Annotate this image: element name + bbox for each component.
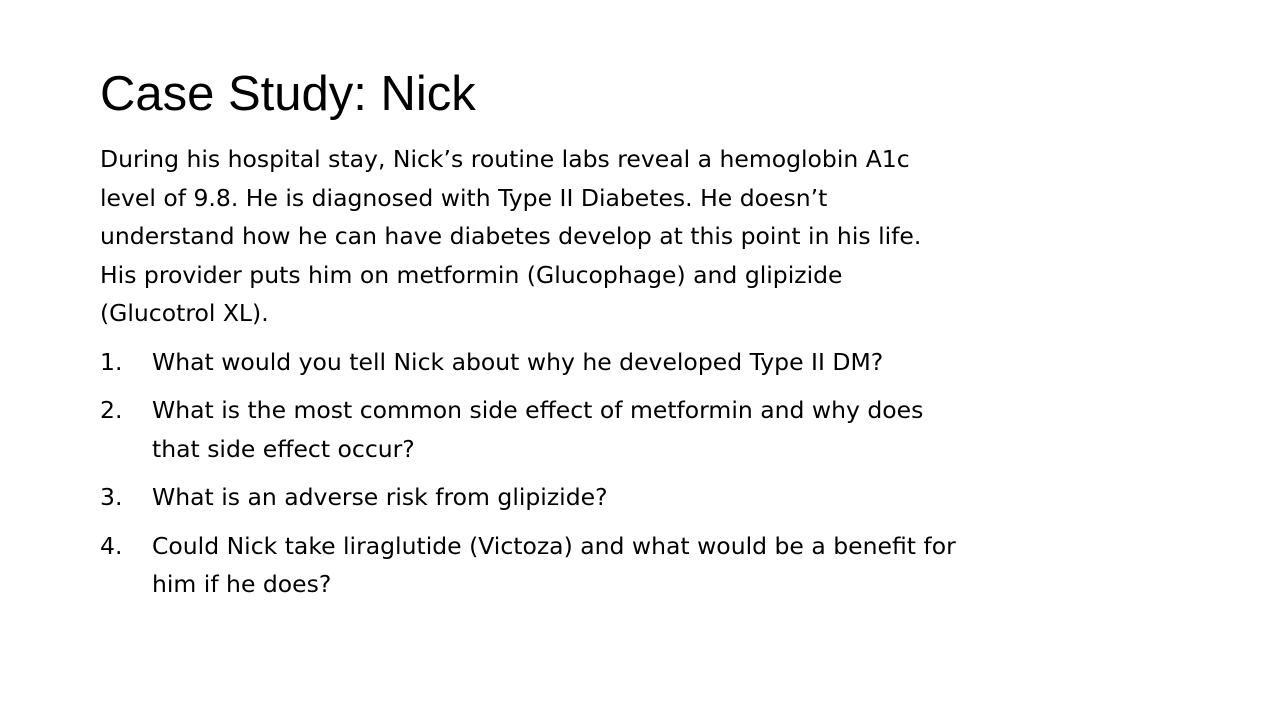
description-line: understand how he can have diabetes develop at this point in his life. bbox=[100, 222, 922, 250]
question-line: that side effect occur? bbox=[152, 434, 415, 463]
description-line: During his hospital stay, Nick’s routine labs reveal a hemoglobin A1c bbox=[100, 145, 910, 173]
question-list bbox=[100, 343, 1190, 604]
description-line: level of 9.8. He is diagnosed with Type II Diabetes. He doesn’t bbox=[100, 183, 828, 212]
question-line: him if he does? bbox=[152, 570, 332, 598]
question-text bbox=[152, 478, 1190, 517]
question-line: What would you tell Nick about why he developed Type II DM? bbox=[152, 347, 884, 376]
description-line: His provider puts him on metformin (Glucophage) and glipizide bbox=[100, 260, 843, 289]
question-line: Could Nick take liraglutide (Victoza) and what would be a benefit for bbox=[152, 531, 956, 560]
question-line: What is an adverse risk from glipizide? bbox=[152, 483, 608, 511]
question-number: 4. bbox=[100, 531, 123, 560]
question-number: 1. bbox=[100, 347, 123, 376]
question-text bbox=[152, 343, 1190, 382]
question-number: 3. bbox=[100, 483, 123, 511]
question-item bbox=[100, 343, 1190, 382]
case-description bbox=[100, 140, 1190, 333]
question-item bbox=[100, 478, 1190, 517]
question-line: What is the most common side effect of metformin and why does bbox=[152, 396, 924, 424]
question-text bbox=[152, 527, 1190, 604]
slide-body bbox=[100, 140, 1190, 614]
description-line: (Glucotrol XL). bbox=[100, 299, 269, 327]
question-item bbox=[100, 391, 1190, 468]
question-number: 2. bbox=[100, 396, 123, 424]
question-item bbox=[100, 527, 1190, 604]
slide-title: Case Study: Nick bbox=[100, 67, 476, 121]
question-text bbox=[152, 391, 1190, 468]
